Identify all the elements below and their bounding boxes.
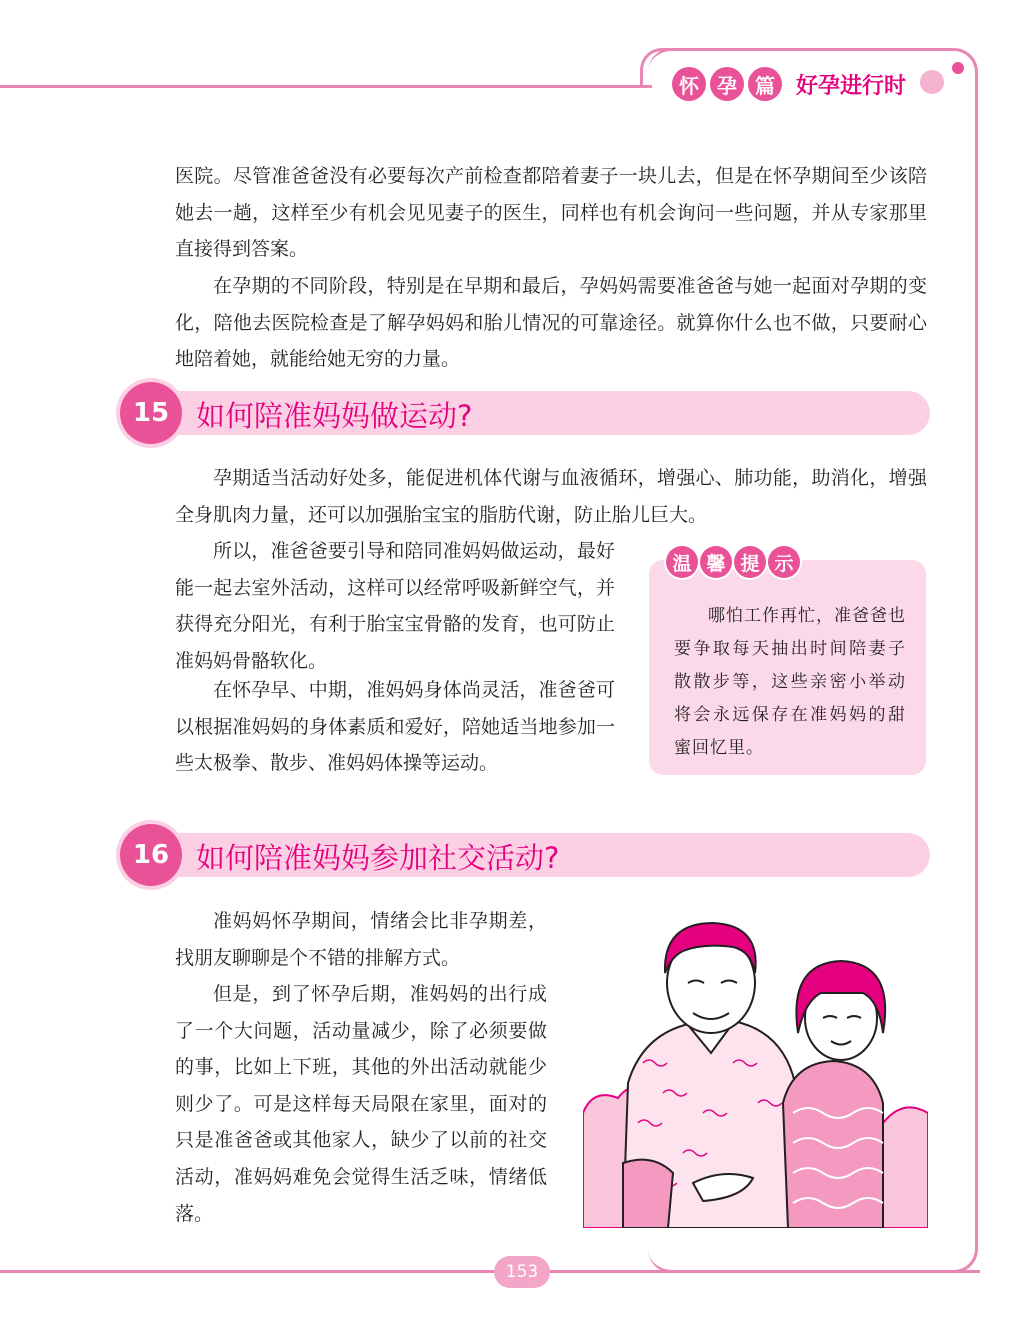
body-paragraph: 准妈妈怀孕期间，情绪会比非孕期差，找朋友聊聊是个不错的排解方式。	[175, 910, 547, 969]
section-number: 15	[120, 382, 182, 444]
tip-header-char: 馨	[700, 546, 732, 578]
section-number: 16	[120, 824, 182, 886]
body-paragraph: 但是，到了怀孕后期，准妈妈的出行成了一个大问题，活动量减少，除了必须要做的事，比如上下班，其他的外出活动就能少则少了。可是这样每天局限在家里，面对的只是准爸爸或其他家人，缺少了以前的社交活动，准妈妈难免会觉得生活乏味，情绪低落。	[175, 983, 547, 1225]
tip-header-char: 温	[666, 546, 698, 578]
section-title: 如何陪准妈妈做运动?	[196, 399, 473, 433]
body-paragraph: 孕期适当活动好处多，能促进机体代谢与血液循环，增强心、肺功能，助消化，增强全身肌肉力量，还可以加强胎宝宝的脂肪代谢，防止胎儿巨大。	[175, 467, 927, 526]
chapter-badge: 孕	[710, 67, 744, 101]
top-rule	[0, 85, 652, 88]
chapter-header	[672, 64, 906, 104]
body-paragraph: 所以，准爸爸要引导和陪同准妈妈做运动，最好能一起去室外活动，这样可以经常呼吸新鲜空气，并获得充分阳光，有利于胎宝宝骨骼的发育，也可防止准妈妈骨骼软化。	[175, 540, 615, 672]
couple-illustration	[583, 913, 928, 1228]
decor-dot	[920, 70, 944, 94]
body-paragraph: 医院。尽管准爸爸没有必要每次产前检查都陪着妻子一块儿去，但是在怀孕期间至少该陪她去一趟，这样至少有机会见见妻子的医生，同样也有机会询问一些问题，并从专家那里直接得到答案。	[175, 165, 927, 261]
tip-text: 哪怕工作再忙，准爸爸也要争取每天抽出时间陪妻子散散步等，这些亲密小举动将会永远保存在准妈妈的甜蜜回忆里。	[674, 606, 906, 758]
bottom-rule	[0, 1270, 980, 1273]
body-paragraph: 在孕期的不同阶段，特别是在早期和最后，孕妈妈需要准爸爸与她一起面对孕期的变化，陪他去医院检查是了解孕妈妈和胎儿情况的可靠途径。就算你什么也不做，只要耐心地陪着她，就能给她无穷的力量。	[175, 275, 927, 371]
body-paragraph: 在怀孕早、中期，准妈妈身体尚灵活，准爸爸可以根据准妈妈的身体素质和爱好，陪她适当地参加一些太极拳、散步、准妈妈体操等运动。	[175, 679, 615, 775]
chapter-title: 好孕进行时	[796, 73, 907, 99]
tip-header-char: 示	[768, 546, 800, 578]
page-number: 153	[494, 1256, 550, 1288]
decor-dot	[952, 62, 964, 74]
chapter-badge: 怀	[672, 67, 706, 101]
tip-header-char: 提	[734, 546, 766, 578]
chapter-badge: 篇	[748, 67, 782, 101]
section-title: 如何陪准妈妈参加社交活动?	[196, 841, 560, 875]
tip-header	[666, 546, 800, 578]
